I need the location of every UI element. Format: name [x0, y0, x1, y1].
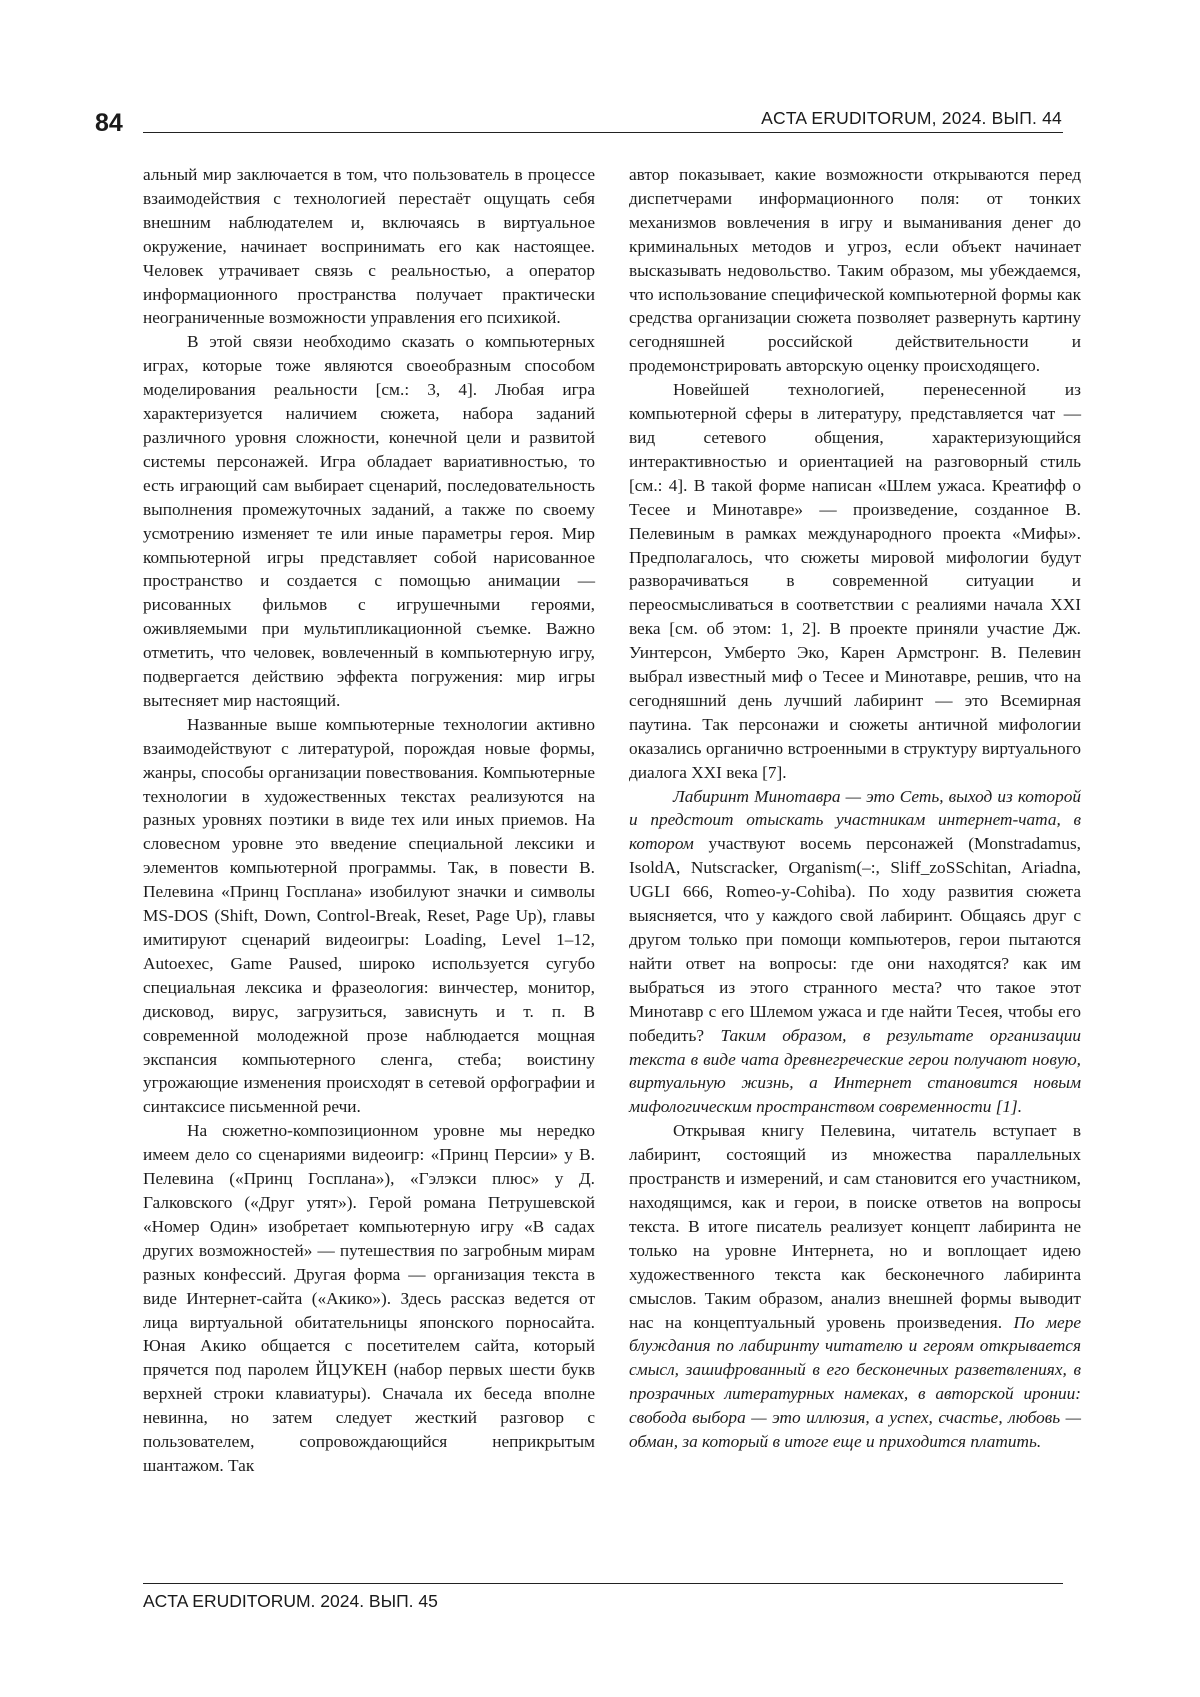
header-rule	[143, 132, 1063, 133]
italic-phrase: Таким образом, в результате организации текста в виде чата древнегреческие герои получают новую, виртуальную жизнь, а Интернет становится новым мифологическим пространством современности [1].	[629, 1025, 1081, 1117]
paragraph-text: участвуют восемь персонажей (Monstradamus, IsoldA, Nutscracker, Organism(–:, Sliff_zoSSchitan, Ariadna, UGLI 666, Romeo-y-Cohiba). По ходу развития сюжета выясняется, что у каждого свой лабиринт. Общаясь друг с другом только при помощи компьютеров, герои пытаются найти ответ на вопросы: где они находятся? как им выбраться из этого странного места? что такое этот Минотавр с его Шлемом ужаса и где найти Тесея, чтобы его победить?	[629, 834, 1081, 1045]
paragraph	[629, 785, 1081, 1120]
paragraph: Названные выше компьютерные технологии активно взаимодействуют с литературой, порождая новые формы, жанры, способы организации повествования. Компьютерные технологии в художественных текстах реализуются на разных уровнях поэтики в виде тех или иных приемов. На словесном уровне это введение специальной лексики и элементов компьютерной программы. Так, в повести В. Пелевина «Принц Госплана» изобилуют значки и символы MS-DOS (Shift, Down, Control-Break, Reset, Page Up), главы имитируют сценарий видеоигры: Loading, Level 1–12, Autoexec, Game Paused, широко используется сугубо специальная лексика и фразеология: винчестер, монитор, дисковод, вирус, загрузиться, зависнуть и т. п. В современной молодежной прозе наблюдается мощная экспансия компьютерного сленга, стеба; воистину угрожающие изменения происходят в сетевой орфографии и синтаксисе письменной речи.	[143, 714, 595, 1117]
paragraph: На сюжетно-композиционном уровне мы нередко имеем дело со сценариями видеоигр: «Принц Персии» у В. Пелевина («Принц Госплана»), «Гэлэкси плюс» у Д. Галковского («Друг утят»). Герой романа Петрушевской «Номер Один» изобретает компьютерную игру «В садах других возможностей» — путешествия по загробным мирам разных конфессий. Другая форма — организация текста в виде Интернет-сайта («Акико»). Здесь рассказ ведется от лица виртуальной обитательницы японского порносайта. Юная Акико общается с посетителем сайта, который прячется под паролем ЙЦУКЕН (набор первых шести букв верхней строки клавиатуры). Сначала их беседа вполне невинна, но затем следует жесткий разговор с пользователем, сопровождающийся неприкрытым шантажом. Так	[143, 1121, 595, 1475]
italic-phrase: Лабиринт Минотавра — это Сеть, выход из которой и предстоит отыскать участникам интернет-чата, в котором	[629, 786, 1081, 854]
running-footer: ACTA ERUDITORUM. 2024. ВЫП. 45	[143, 1591, 438, 1611]
paragraph: альный мир заключается в том, что пользователь в процессе взаимодействия с технологией перестаёт ощущать себя внешним наблюдателем и, включаясь в виртуальное окружение, начинает воспринимать его как настоящее. Человек утрачивает связь с реальностью, а оператор информационного пространства получает практически неограниченные возможности управления его психикой.	[143, 165, 595, 328]
paragraph-text: Открывая книгу Пелевина, читатель вступает в лабиринт, состоящий из множества параллельных пространств и измерений, и сам становится его участником, находящимся, как и герои, в поиске ответов на вопросы текста. В итоге писатель реализует концепт лабиринта не только на уровне Интернета, но и воплощает идею художественного текста как бесконечного лабиринта смыслов. Таким образом, анализ внешней формы выводит нас на концептуальный уровень произведения.	[629, 1121, 1081, 1332]
paragraph: В этой связи необходимо сказать о компьютерных играх, которые тоже являются своеобразным способом моделирования реальности [см.: 3, 4]. Любая игра характеризуется наличием сюжета, набора заданий различного уровня сложности, конечной цели и развитой системы персонажей. Игра обладает вариативностью, то есть играющий сам выбирает сценарий, последовательность выполнения промежуточных заданий, а также по своему усмотрению изменяет те или иные параметры героя. Мир компьютерной игры представляет собой нарисованное пространство и создается с помощью анимации — рисованных фильмов с игрушечными героями, оживляемыми при мультипликационной съемке. Важно отметить, что человек, вовлеченный в компьютерную игру, подвергается действию эффекта погружения: мир игры вытесняет мир настоящий.	[143, 332, 595, 710]
italic-phrase: По мере блуждания по лабиринту читателю и героям открывается смысл, зашифрованный в его бесконечных разветвлениях, в прозрачных литературных намеках, в авторской иронии: свобода выбора — это иллюзия, а успех, счастье, любовь — обман, за который в итоге еще и приходится платить.	[629, 1312, 1082, 1452]
footer-rule	[143, 1583, 1063, 1584]
paragraph: автор показывает, какие возможности открываются перед диспетчерами информационного поля: от тонких механизмов вовлечения в игру и выманивания денег до криминальных методов и угроз, если объект начинает высказывать недовольство. Таким образом, мы убеждаемся, что использование специфической компьютерной формы как средства организации сюжета позволяет развернуть картину сегодняшней российской действительности и продемонстрировать авторскую оценку происходящего.	[629, 165, 1081, 376]
right-column	[629, 163, 1081, 1454]
paragraph: Новейшей технологией, перенесенной из компьютерной сферы в литературу, представляется чат — вид сетевого общения, характеризующийся интерактивностью и ориентацией на разговорный стиль [см.: 4]. В такой форме написан «Шлем ужаса. Креатифф о Тесее и Минотавре» — произведение, созданное В. Пелевиным в рамках международного проекта «Мифы». Предполагалось, что сюжеты мировой мифологии будут разворачиваться в современной ситуации и переосмысливаться в соответствии с реалиями начала XXI века [см. об этом: 1, 2]. В проекте приняли участие Дж. Уинтерсон, Умберто Эко, Карен Армстронг. В. Пелевин выбрал известный миф о Тесее и Минотавре, решив, что на сегодняшний день лучший лабиринт — это Всемирная паутина. Так персонажи и сюжеты античной мифологии оказались органично встроенными в структуру виртуального диалога XXI века [7].	[629, 380, 1081, 782]
page-number: 84	[95, 109, 123, 137]
running-header: ACTA ERUDITORUM, 2024. ВЫП. 44	[761, 108, 1062, 128]
left-column	[143, 163, 595, 1478]
paragraph	[629, 1119, 1081, 1454]
